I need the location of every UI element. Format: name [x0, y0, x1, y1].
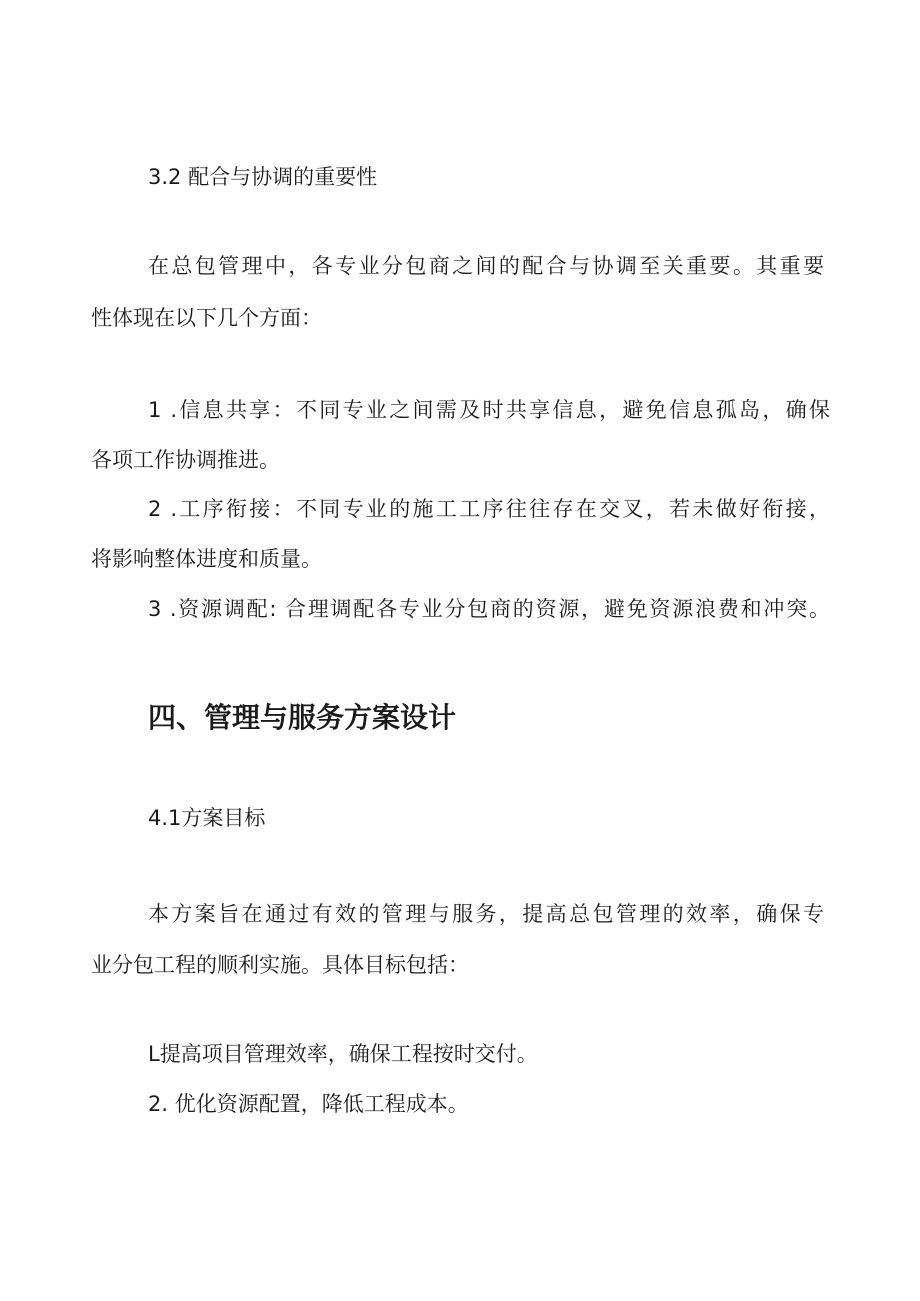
list-item-1-line1: 1 .信息共享：不同专业之间需及时共享信息，避免信息孤岛，确保 [148, 398, 830, 422]
goal-item-1: L提高项目管理效率，确保工程按时交付。 [148, 1042, 538, 1066]
list-item-2-line1: 2 .工序衔接：不同专业的施工工序往往存在交叉，若未做好衔接， [148, 497, 830, 521]
list-item-2-line2: 将影响整体进度和质量。 [91, 547, 322, 571]
goal-item-2: 2. 优化资源配置，降低工程成本。 [148, 1092, 469, 1116]
section-4-1-title: 4.1方案目标 [148, 806, 266, 830]
section-3-2-intro-line1: 在总包管理中，各专业分包商之间的配合与协调至关重要。其重要 [148, 254, 824, 278]
section-4-intro-line1: 本方案旨在通过有效的管理与服务，提高总包管理的效率，确保专 [148, 902, 824, 926]
list-item-1-line2: 各项工作协调推进。 [91, 448, 280, 472]
list-item-3: 3 .资源调配: 合理调配各专业分包商的资源，避免资源浪费和冲突。 [148, 597, 830, 621]
section-4-heading: 四、管理与服务方案设计 [148, 701, 457, 734]
section-3-2-intro-line2: 性体现在以下几个方面： [91, 306, 322, 330]
section-3-2-title: 3.2 配合与协调的重要性 [148, 165, 378, 189]
section-4-intro-line2: 业分包工程的顺利实施。具体目标包括： [91, 953, 469, 977]
